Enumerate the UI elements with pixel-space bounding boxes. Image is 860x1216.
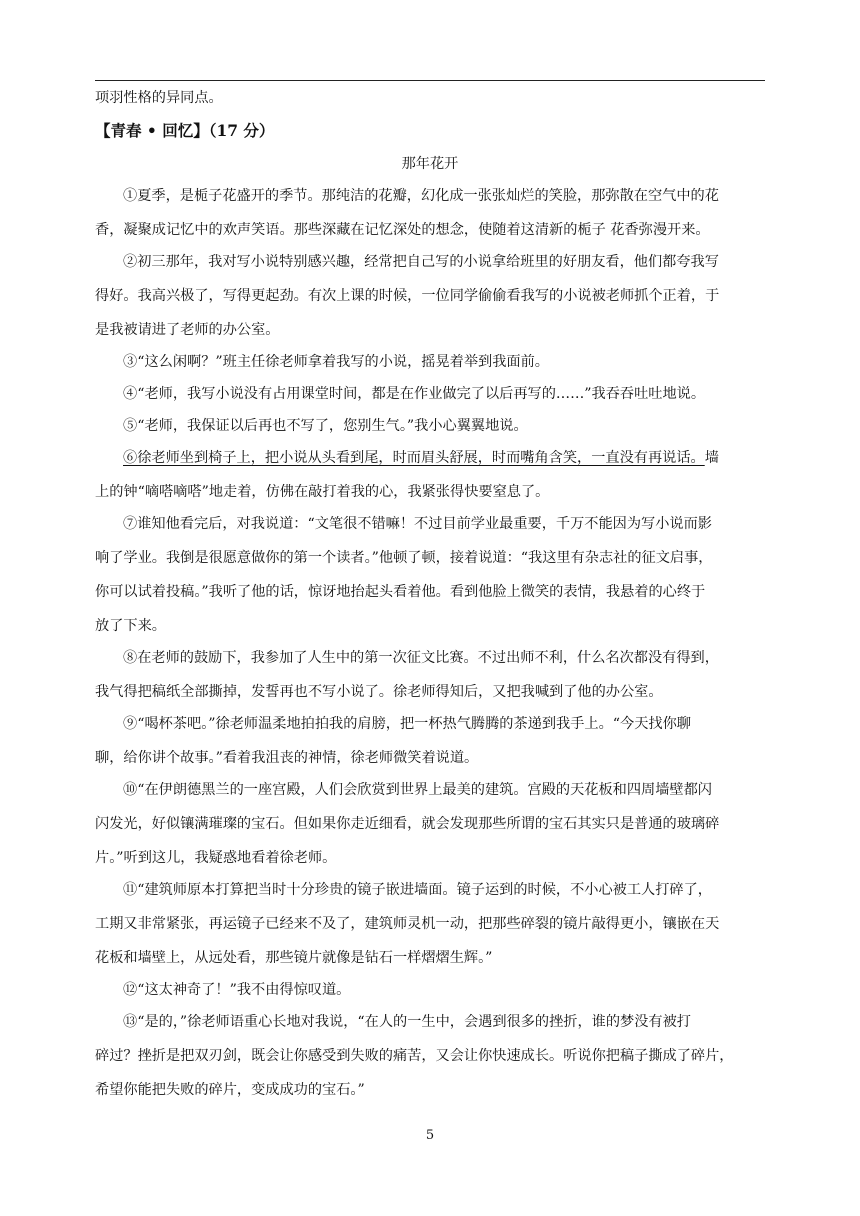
paragraph-line: 希望你能把失败的碎片，变成成功的宝石。” — [95, 1082, 365, 1098]
paragraph-3 — [95, 352, 765, 372]
paragraph-line: 片。”听到这儿，我疑惑地看着徐老师。 — [95, 850, 337, 866]
paragraph-9 — [95, 714, 765, 768]
paragraph-8 — [95, 648, 765, 702]
paragraph-line: 聊，给你讲个故事。”看着我沮丧的神情，徐老师微笑着说道。 — [95, 750, 479, 766]
paragraph-line: ⑦谁知他看完后，对我说道：“文笔很不错嘛！不过目前学业最重要，千万不能因为写小说而影 — [123, 516, 712, 532]
paragraph-line: 我气得把稿纸全部撕掉，发誓再也不写小说了。徐老师得知后，又把我喊到了他的办公室。 — [95, 684, 663, 700]
paragraph-line: 放了下来。 — [95, 618, 166, 634]
intro-line: 项羽性格的异同点。 — [95, 90, 223, 106]
paragraph-12 — [95, 980, 765, 1000]
paragraph-line: ⑪“建筑师原本打算把当时十分珍贵的镜子嵌进墙面。镜子运到的时候，不小心被工人打碎了， — [123, 882, 712, 898]
paragraph-11 — [95, 880, 765, 968]
paragraph-text: 墙 — [704, 450, 719, 466]
paragraph-line: 得好。我高兴极了，写得更起劲。有次上课的时候，一位同学偷偷看我写的小说被老师抓个正着，于 — [95, 288, 720, 304]
paragraph-line — [95, 448, 765, 468]
section-heading — [95, 120, 765, 142]
paragraph-line: 花板和墙壁上，从远处看，那些镜片就像是钻石一样熠熠生辉。” — [95, 950, 493, 966]
paragraph-2 — [95, 252, 765, 340]
section-points: （17 分） — [208, 121, 275, 140]
page-number: 5 — [425, 1128, 435, 1143]
section-title: 【青春 • 回忆】 — [95, 121, 209, 140]
paragraph-5 — [95, 416, 765, 436]
paragraph-line: ⑧在老师的鼓励下，我参加了人生中的第一次征文比赛。不过出师不利，什么名次都没有得到， — [123, 650, 719, 666]
paragraph-6 — [95, 448, 765, 502]
paragraph-line: 上的钟“嘀嗒嘀嗒”地走着，仿佛在敲打着我的心，我紧张得快要窒息了。 — [95, 484, 550, 500]
paragraph-line: ①夏季，是栀子花盛开的季节。那纯洁的花瓣，幻化成一张张灿烂的笑脸，那弥散在空气中的花 — [123, 188, 719, 204]
paragraph-line: ②初三那年，我对写小说特别感兴趣，经常把自己写的小说拿给班里的好朋友看，他们都夸我写 — [123, 254, 719, 270]
paragraph-line: ⑬“是的，”徐老师语重心长地对我说，“在人的一生中，会遇到很多的挫折，谁的梦没有被打 — [123, 1014, 691, 1030]
paragraph-13 — [95, 1012, 765, 1100]
paragraph-line: ⑩“在伊朗德黑兰的一座宫殿，人们会欣赏到世界上最美的建筑。宫殿的天花板和四周墙壁都闪 — [123, 782, 712, 798]
paragraph-line: 工期又非常紧张，再运镜子已经来不及了，建筑师灵机一动，把那些碎裂的镜片敲得更小，镶嵌在天 — [95, 916, 720, 932]
paragraph-10 — [95, 780, 765, 868]
article-title: 那年花开 — [401, 156, 459, 172]
header-rule — [95, 80, 765, 81]
paragraph-line: 是我被请进了老师的办公室。 — [95, 322, 280, 338]
page-content — [95, 88, 765, 1112]
paragraph-line: ④“老师，我写小说没有占用课堂时间，都是在作业做完了以后再写的……”我吞吞吐吐地说。 — [123, 386, 706, 402]
paragraph-1 — [95, 186, 765, 240]
paragraph-line: 碎过？挫折是把双刃剑，既会让你感受到失败的痛苦，又会让你快速成长。听说你把稿子撕成了碎片， — [95, 1048, 734, 1064]
paragraph-line: ⑫“这太神奇了！”我不由得惊叹道。 — [123, 982, 351, 998]
paragraph-line: ③“这么闲啊？”班主任徐老师拿着我写的小说，摇晃着举到我面前。 — [123, 354, 549, 370]
paragraph-line: 你可以试着投稿。”我听了他的话，惊讶地抬起头看着他。看到他脸上微笑的表情，我悬着的心终于 — [95, 584, 706, 600]
paragraph-line: 香，凝聚成记忆中的欢声笑语。那些深藏在记忆深处的想念，使随着这清新的栀子 花香弥漫开来。 — [95, 222, 710, 238]
paragraph-line: 闪发光，好似镶满璀璨的宝石。但如果你走近细看，就会发现那些所谓的宝石其实只是普通的玻璃碎 — [95, 816, 720, 832]
paragraph-line: ⑨“喝杯茶吧。”徐老师温柔地拍拍我的肩膀，把一杯热气腾腾的茶递到我手上。“今天找你聊 — [123, 716, 691, 732]
underlined-sentence: ⑥徐老师坐到椅子上，把小说从头看到尾，时而眉头舒展，时而嘴角含笑，一直没有再说话。 — [123, 450, 705, 466]
paragraph-line: ⑤“老师，我保证以后再也不写了，您别生气。”我小心翼翼地说。 — [123, 418, 528, 434]
paragraph-4 — [95, 384, 765, 404]
paragraph-7 — [95, 514, 765, 636]
paragraph-line: 响了学业。我倒是很愿意做你的第一个读者。”他顿了顿，接着说道：“我这里有杂志社的征文启事， — [95, 550, 713, 566]
